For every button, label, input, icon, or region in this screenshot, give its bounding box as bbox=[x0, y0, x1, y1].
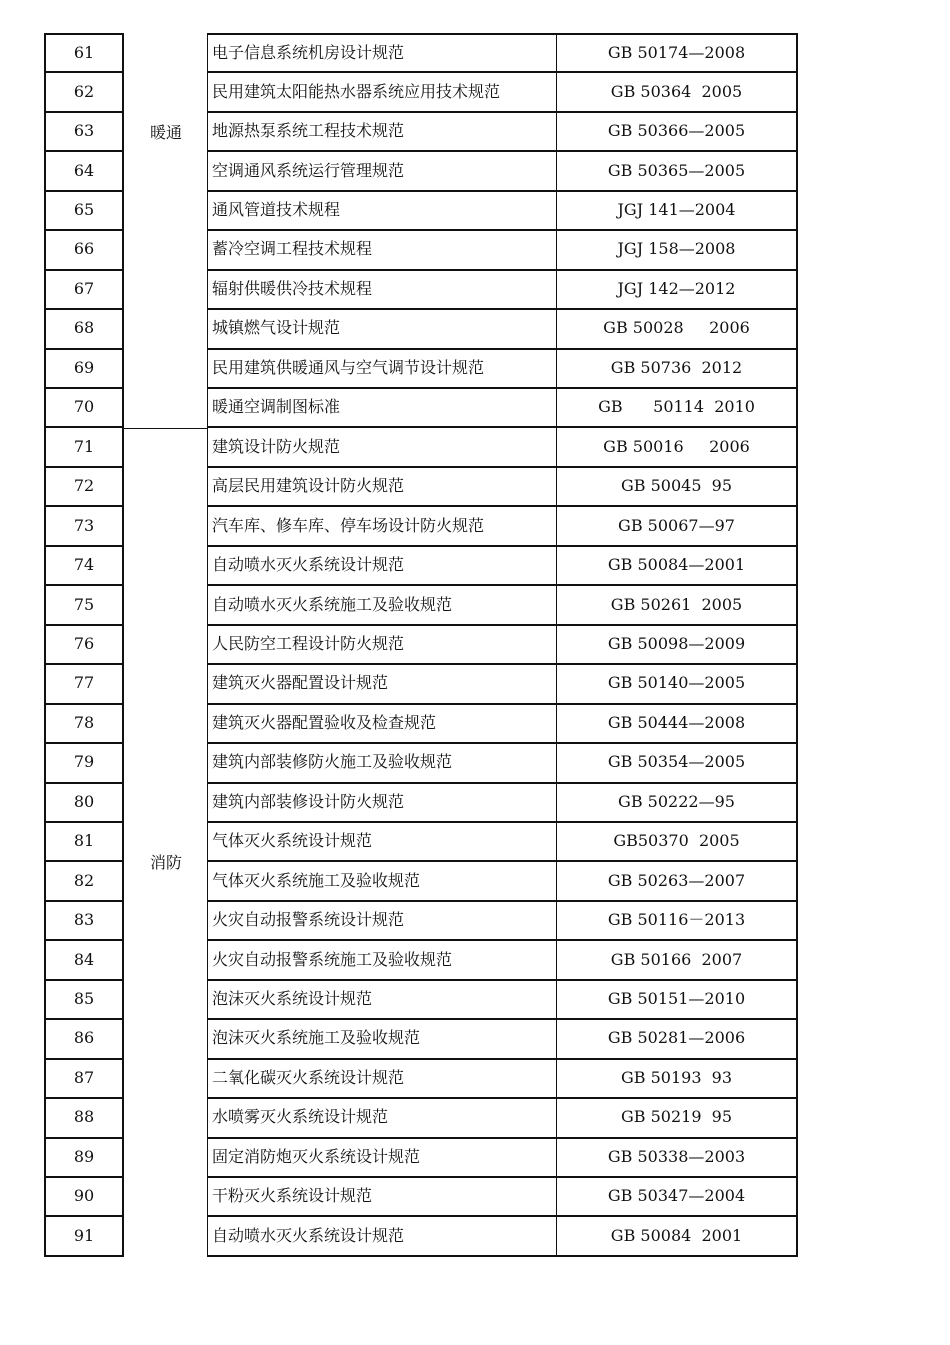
standard-code: GB 50067—97 bbox=[557, 506, 798, 546]
standard-name: 辐射供暖供冷技术规程 bbox=[207, 270, 557, 310]
row-number: 89 bbox=[44, 1138, 124, 1178]
standard-name: 二氧化碳灭火系统设计规范 bbox=[207, 1059, 557, 1099]
standard-code: GB 50084—2001 bbox=[557, 546, 798, 586]
standard-name: 通风管道技术规程 bbox=[207, 191, 557, 231]
standard-code: GB50370 2005 bbox=[557, 822, 798, 862]
standard-name: 火灾自动报警系统设计规范 bbox=[207, 901, 557, 941]
standard-name: 泡沫灭火系统施工及验收规范 bbox=[207, 1019, 557, 1059]
standard-name: 建筑内部装修设计防火规范 bbox=[207, 783, 557, 823]
row-number: 91 bbox=[44, 1217, 124, 1257]
standard-name: 城镇燃气设计规范 bbox=[207, 309, 557, 349]
category-divider bbox=[124, 428, 208, 429]
standard-name: 建筑灭火器配置设计规范 bbox=[207, 664, 557, 704]
standard-code: GB 50045 95 bbox=[557, 467, 798, 507]
standard-name: 水喷雾灭火系统设计规范 bbox=[207, 1098, 557, 1138]
standard-code: GB 50028 2006 bbox=[557, 309, 798, 349]
standard-code: GB 50354—2005 bbox=[557, 743, 798, 783]
standard-name: 自动喷水灭火系统设计规范 bbox=[207, 1217, 557, 1257]
standard-code: JGJ 142—2012 bbox=[557, 270, 798, 310]
standard-name: 汽车库、修车库、停车场设计防火规范 bbox=[207, 506, 557, 546]
row-number: 71 bbox=[44, 428, 124, 468]
row-number: 68 bbox=[44, 309, 124, 349]
standard-code: GB 50219 95 bbox=[557, 1098, 798, 1138]
standard-code: GB 50222—95 bbox=[557, 783, 798, 823]
row-number: 62 bbox=[44, 72, 124, 112]
row-number: 72 bbox=[44, 467, 124, 507]
row-number: 73 bbox=[44, 506, 124, 546]
standard-code: GB 50116－2013 bbox=[557, 901, 798, 941]
row-number: 70 bbox=[44, 388, 124, 428]
standard-name: 气体灭火系统施工及验收规范 bbox=[207, 861, 557, 901]
row-number: 63 bbox=[44, 112, 124, 152]
standard-name: 空调通风系统运行管理规范 bbox=[207, 151, 557, 191]
row-number: 83 bbox=[44, 901, 124, 941]
standard-code: GB 50114 2010 bbox=[557, 388, 798, 428]
row-number: 82 bbox=[44, 861, 124, 901]
row-number: 79 bbox=[44, 743, 124, 783]
row-number: 84 bbox=[44, 940, 124, 980]
row-number: 74 bbox=[44, 546, 124, 586]
category-label-hvac: 暖通 bbox=[150, 123, 183, 142]
standard-name: 干粉灭火系统设计规范 bbox=[207, 1177, 557, 1217]
row-number: 75 bbox=[44, 585, 124, 625]
standard-code: GB 50016 2006 bbox=[557, 428, 798, 468]
row-number: 69 bbox=[44, 349, 124, 389]
standard-name: 电子信息系统机房设计规范 bbox=[207, 33, 557, 73]
standard-code: GB 50193 93 bbox=[557, 1059, 798, 1099]
standard-code: GB 50151—2010 bbox=[557, 980, 798, 1020]
row-number: 65 bbox=[44, 191, 124, 231]
row-number: 81 bbox=[44, 822, 124, 862]
standard-name: 高层民用建筑设计防火规范 bbox=[207, 467, 557, 507]
standard-code: JGJ 141—2004 bbox=[557, 191, 798, 231]
standard-code: GB 50281—2006 bbox=[557, 1019, 798, 1059]
standard-name: 民用建筑供暖通风与空气调节设计规范 bbox=[207, 349, 557, 389]
standard-code: GB 50261 2005 bbox=[557, 585, 798, 625]
standard-name: 地源热泵系统工程技术规范 bbox=[207, 112, 557, 152]
row-number: 88 bbox=[44, 1098, 124, 1138]
standard-code: GB 50366—2005 bbox=[557, 112, 798, 152]
standard-name: 建筑灭火器配置验收及检查规范 bbox=[207, 704, 557, 744]
row-number: 66 bbox=[44, 230, 124, 270]
row-number: 76 bbox=[44, 625, 124, 665]
category-label-fire-protection: 消防 bbox=[150, 853, 183, 872]
standard-name: 自动喷水灭火系统设计规范 bbox=[207, 546, 557, 586]
standard-name: 固定消防炮灭火系统设计规范 bbox=[207, 1138, 557, 1178]
standard-code: GB 50166 2007 bbox=[557, 940, 798, 980]
row-number: 78 bbox=[44, 704, 124, 744]
standard-code: GB 50365—2005 bbox=[557, 151, 798, 191]
row-number: 61 bbox=[44, 33, 124, 73]
row-number: 64 bbox=[44, 151, 124, 191]
standard-name: 暖通空调制图标准 bbox=[207, 388, 557, 428]
standard-name: 建筑内部装修防火施工及验收规范 bbox=[207, 743, 557, 783]
standard-code: GB 50736 2012 bbox=[557, 349, 798, 389]
row-number: 87 bbox=[44, 1059, 124, 1099]
standard-name: 火灾自动报警系统施工及验收规范 bbox=[207, 940, 557, 980]
row-number: 85 bbox=[44, 980, 124, 1020]
standard-name: 建筑设计防火规范 bbox=[207, 428, 557, 468]
standard-code: GB 50174—2008 bbox=[557, 33, 798, 73]
row-number: 67 bbox=[44, 270, 124, 310]
row-number: 86 bbox=[44, 1019, 124, 1059]
standard-code: GB 50338—2003 bbox=[557, 1138, 798, 1178]
row-number: 80 bbox=[44, 783, 124, 823]
standard-name: 气体灭火系统设计规范 bbox=[207, 822, 557, 862]
standard-code: GB 50263—2007 bbox=[557, 861, 798, 901]
standard-code: GB 50364 2005 bbox=[557, 72, 798, 112]
standard-code: GB 50084 2001 bbox=[557, 1217, 798, 1257]
standard-name: 蓄冷空调工程技术规程 bbox=[207, 230, 557, 270]
standard-code: JGJ 158—2008 bbox=[557, 230, 798, 270]
standard-code: GB 50098—2009 bbox=[557, 625, 798, 665]
standard-name: 泡沫灭火系统设计规范 bbox=[207, 980, 557, 1020]
standard-code: GB 50444—2008 bbox=[557, 704, 798, 744]
row-number: 90 bbox=[44, 1177, 124, 1217]
row-number: 77 bbox=[44, 664, 124, 704]
standard-code: GB 50140—2005 bbox=[557, 664, 798, 704]
standard-name: 民用建筑太阳能热水器系统应用技术规范 bbox=[207, 72, 557, 112]
standard-name: 自动喷水灭火系统施工及验收规范 bbox=[207, 585, 557, 625]
standard-name: 人民防空工程设计防火规范 bbox=[207, 625, 557, 665]
standard-code: GB 50347—2004 bbox=[557, 1177, 798, 1217]
